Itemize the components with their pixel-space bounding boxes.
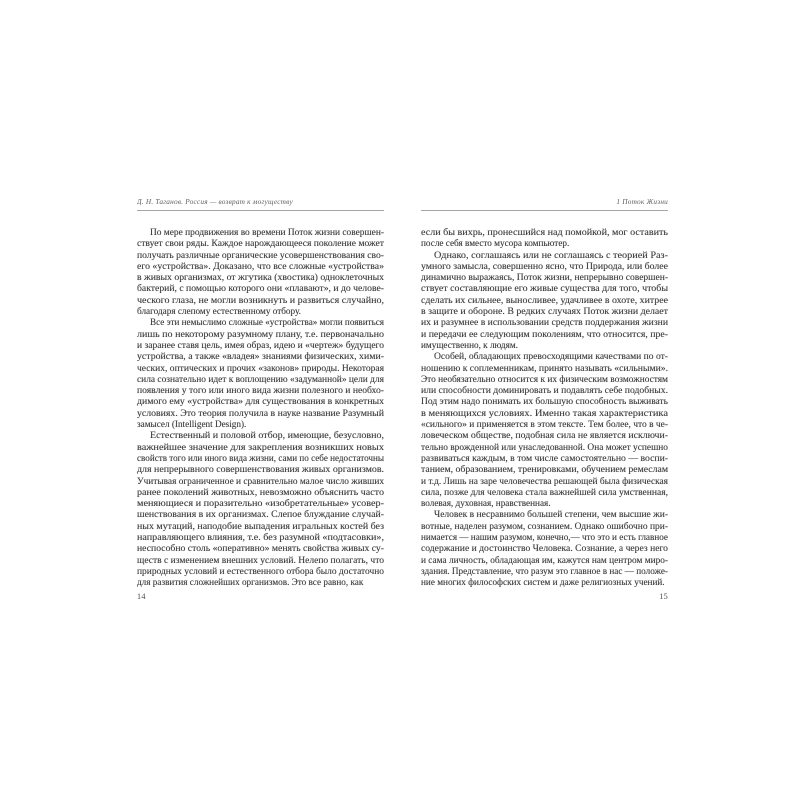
text-line: ствует составляющие его живые существа для того, чтобы [421,283,668,294]
text-line: после себя вместо мусора компьютер. [421,238,570,249]
text-line: содержание и достоинство Человека. Сознание, а через него [421,543,668,554]
text-line: получать различные органические усовершенствования сво- [137,249,384,260]
text-line: По мере продвижения во времени Поток жизни совершен- [150,227,384,237]
paragraph [137,227,384,317]
text-line: устройства, а также «владея» знаниями физических, хими- [137,351,384,362]
text-line: их и разумнее в использовании средств поддержания жизни [421,317,669,328]
text-line: для развития сложнейших организмов. Это все равно, как [137,577,364,588]
text-line: ловеческом обществе, подобная сила не является исключи- [421,430,668,441]
text-line: или способности доминировать и подавлять себе подобных. [421,385,668,396]
text-line: свойств того или иного вида жизни, сами по себе недостаточны [137,452,384,463]
paragraph [137,430,384,588]
text-line: в меняющихся условиях. Именно такая характеристика [421,407,669,418]
text-line: и передачи ее следующим поколениям, что относится, пре- [421,328,668,339]
text-line: если бы вихрь, пронесшийся над помойкой, мог оставить [421,227,668,237]
paragraph [137,317,384,430]
text-line: ческих, оптических и прочих «законов» природы. Некоторая [137,362,384,373]
text-line: меняющиеся и поразительно «изобретательные» усовер- [137,498,385,509]
text-line: умного замысла, совершенно ясно, что Природа, или более [421,260,668,271]
text-line: бактерий, с помощью которого они «плавают», и до челове- [137,283,385,294]
right-page-body [421,227,668,589]
text-line: благодаря слепому естественному отбору. [137,306,301,317]
text-line: появления у того или иного вида жизни полезного и необхо- [137,385,384,396]
text-line: ношению к соплеменникам, принято называть «сильными». [421,362,669,373]
text-line: Человек в несравнимо большей степени, чем высшие жи- [434,509,669,520]
text-line: замысел (Intelligent Design). [137,419,247,430]
text-line: важнейшее значение для закрепления возникших новых [137,441,385,452]
text-line: ние многих философских систем и даже религиозных учений. [421,577,665,588]
left-page-number: 14 [137,591,146,601]
paragraph [421,509,668,588]
text-line: тельно врожденной или унаследованной. Она может успешно [421,441,668,452]
text-line: Естественный и половой отбор, имеющие, безусловно, [150,430,385,441]
paragraph [421,227,668,250]
text-line: шенствования в их организмах. Слепое блуждание случай- [137,509,384,520]
text-line: ранее поколений животных, невозможно объяснить часто [137,486,384,497]
text-line: танием, образованием, тренировками, обучением ремеслам [421,464,669,475]
text-line: и т.д. Лишь на заре человечества решающей была физическая [421,475,668,486]
text-line: вотные, наделен разумом, сознанием. Однако ошибочно при- [421,520,668,531]
paragraph [421,351,668,509]
text-line: условиях. Это теория получила в науке название Разумный [137,407,385,418]
text-line: ческого глаза, не могли возникнуть и развиться случайно, [137,294,385,305]
text-line: здания. Представление, что разум это главное в нас — положе- [421,565,668,576]
text-line: димого ему «устройства» для существования в конкретных [137,396,385,407]
text-line: развиваться каждым, в том числе самостоятельно — воспи- [421,452,668,463]
text-line: волевая, духовная, нравственная. [421,498,551,509]
text-line: природных условий и естественного отбора было достаточно [137,565,385,576]
right-page-number: 15 [659,591,668,601]
text-line: Однако, соглашаясь или не соглашаясь с теорией Раз- [434,249,669,260]
text-line: динамично выражаясь, Поток жизни, непрерывно совершен- [421,272,669,283]
text-line: направляющего влияния, т.е. без разумной «подтасовки», [137,532,384,543]
text-line: и заранее ставя цель, имея образ, идею и «чертеж» будущего [137,339,385,350]
text-line: в живых организмах, от жгутика (хвостика) одноклеточных [137,272,385,283]
text-line: сделать их сильнее, выносливее, удачливее в охоте, хитрее [421,294,669,305]
text-line: неспособно столь «оперативно» менять свойства живых су- [137,543,384,554]
text-line: его «устройства». Доказано, что все сложные «устройства» [137,260,385,271]
right-running-header: 1 Поток Жизни [421,197,668,211]
text-line: нимается — нашим разумом, конечно,— что это и есть главное [421,532,668,543]
text-line: «сильного» и применяется в этом тексте. Тем более, что в че- [421,419,669,430]
text-line: Под этим надо понимать их большую способность выживать [421,396,669,407]
text-line: Особей, обладающих превосходящими качествами по от- [434,351,668,362]
text-line: ных мутаций, наподобие выпадения игральных костей без [137,520,385,531]
text-line: лишь по некоторому разумному плану, т.е. первоначально [137,328,384,339]
text-line: сила сознательно идет к воплощению «задуманной» цели для [137,373,384,384]
text-line: в защите и обороне. В редких случаях Поток жизни делает [421,306,668,317]
left-running-header: Д. Н. Таганов. Россия — возврат к могуществу [137,197,384,211]
text-line: и сама личность, обладающая им, кажутся нам центром миро- [421,554,669,565]
paragraph [421,250,668,352]
left-page [137,197,384,601]
text-line: для непрерывного совершенствования живых организмов. [137,464,385,475]
text-line: Это необязательно относится к их физическим возможностям [421,373,668,384]
text-line: Все эти немыслимо сложные «устройства» могли появиться [150,317,384,328]
left-page-body [137,227,384,589]
text-line: Учитывая ограниченное и сравнительно малое число живших [137,475,384,486]
text-line: сила, позже для человека стала важнейшей сила умственная, [421,486,669,497]
text-line: ществ с изменением внешних условий. Нелепо полагать, что [137,554,385,565]
text-line: имущественно, к людям. [421,339,518,350]
right-page [421,197,668,601]
text-line: ствует свои ряды. Каждое нарождающееся поколение может [137,238,384,249]
